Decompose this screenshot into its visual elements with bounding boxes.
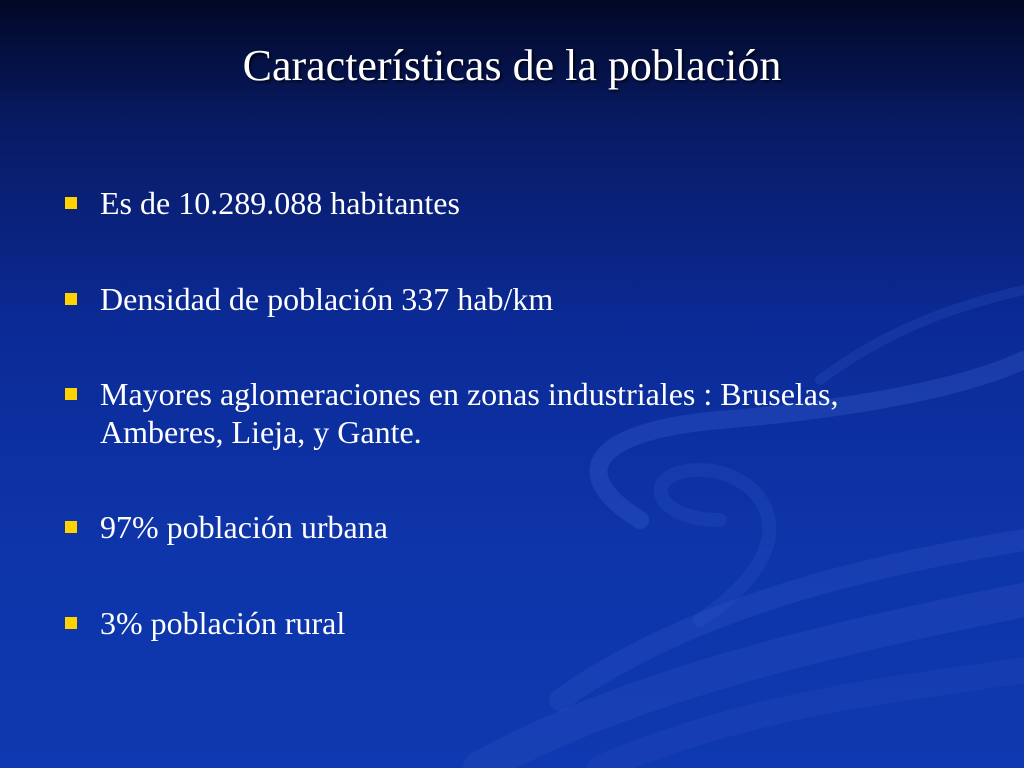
square-bullet-icon — [65, 521, 77, 533]
bullet-text: 3% población rural — [100, 605, 346, 641]
square-bullet-icon — [65, 617, 77, 629]
bullet-text: 97% población urbana — [100, 509, 388, 545]
square-bullet-icon — [65, 197, 77, 209]
square-bullet-icon — [65, 388, 77, 400]
bullet-text: Densidad de población 337 hab/km — [100, 281, 554, 317]
bullet-text: Es de 10.289.088 habitantes — [100, 185, 460, 221]
square-bullet-icon — [65, 293, 77, 305]
slide-title: Características de la población — [242, 41, 782, 90]
bullet-text: Mayores aglomeraciones en zonas industriales : Bruselas, Amberes, Lieja, y Gante. — [100, 376, 839, 450]
